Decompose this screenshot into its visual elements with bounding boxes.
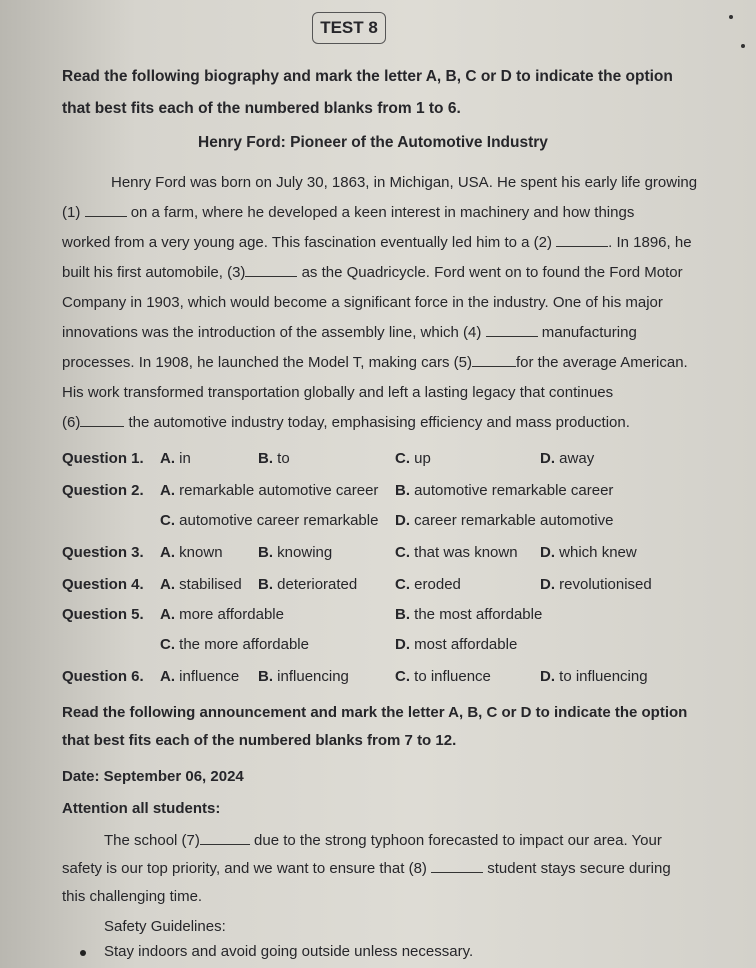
question-2-label: Question 2.: [62, 482, 144, 499]
blank-6: [80, 415, 124, 427]
q3-option-b[interactable]: B. knowing: [258, 544, 333, 561]
q1-option-a[interactable]: A. in: [160, 450, 191, 467]
q2-option-b[interactable]: B. automotive remarkable career: [395, 482, 614, 499]
announcement-line-2: [62, 860, 671, 877]
q5-option-b[interactable]: B. the most affordable: [395, 606, 543, 623]
announcement-date: Date: September 06, 2024: [62, 768, 244, 785]
guideline-bullet-1: Stay indoors and avoid going outside unless necessary.: [104, 943, 474, 960]
q4-option-a[interactable]: A. stabilised: [160, 576, 242, 593]
blank-1: [85, 205, 127, 217]
announcement-text: due to the strong typhoon forecasted to impact our area. Your: [254, 832, 662, 849]
passage-text: on a farm, where he developed a keen interest in machinery and how things: [130, 204, 635, 221]
question-4-label: Question 4.: [62, 576, 144, 593]
decorative-dot: [729, 15, 733, 19]
announcement-text: student stays secure during: [487, 860, 671, 877]
announcement-text: safety is our top priority, and we want to ensure that (8): [62, 860, 427, 877]
passage-line-5: Company in 1903, which would become a significant force in the industry. One of his major: [62, 294, 663, 311]
blank-3: [245, 265, 297, 277]
q1-option-d[interactable]: D. away: [540, 450, 595, 467]
passage-text: as the Quadricycle. Ford went on to found the Ford Motor: [301, 264, 683, 281]
q6-option-d[interactable]: D. to influencing: [540, 668, 648, 685]
blank-number-6: (6): [62, 414, 81, 431]
decorative-dot: [741, 44, 745, 48]
passage-line-8: His work transformed transportation globally and left a lasting legacy that continues: [62, 384, 614, 401]
bullet-icon: [80, 950, 86, 956]
passage-title: Henry Ford: Pioneer of the Automotive Industry: [198, 134, 548, 151]
q3-option-c[interactable]: C. that was known: [395, 544, 518, 561]
section2-instruction-line1: Read the following announcement and mark the letter A, B, C or D to indicate the option: [62, 704, 688, 721]
q3-option-a[interactable]: A. known: [160, 544, 223, 561]
question-5-label: Question 5.: [62, 606, 144, 623]
passage-line-3: [62, 234, 692, 251]
q5-option-c[interactable]: C. the more affordable: [160, 636, 309, 653]
question-3-label: Question 3.: [62, 544, 144, 561]
passage-text: innovations was the introduction of the assembly line, which (4): [62, 324, 482, 341]
q4-option-d[interactable]: D. revolutionised: [540, 576, 652, 593]
test-title: TEST 8: [312, 12, 386, 44]
passage-line-4: [62, 264, 683, 281]
section2-instruction-line2: that best fits each of the numbered blanks from 7 to 12.: [62, 732, 457, 749]
section1-instruction-line1: Read the following biography and mark the letter A, B, C or D to indicate the option: [62, 68, 673, 85]
passage-text: worked from a very young age. This fascination eventually led him to a (2): [62, 234, 552, 251]
passage-line-6: [62, 324, 637, 341]
passage-line-7: [62, 354, 688, 371]
q5-option-a[interactable]: A. more affordable: [160, 606, 284, 623]
q1-option-c[interactable]: C. up: [395, 450, 431, 467]
announcement-text: The school (7): [104, 832, 200, 849]
question-6-label: Question 6.: [62, 668, 144, 685]
q3-option-d[interactable]: D. which knew: [540, 544, 637, 561]
blank-8: [431, 861, 483, 873]
passage-line-9: [62, 414, 630, 431]
question-1-label: Question 1.: [62, 450, 144, 467]
q1-option-b[interactable]: B. to: [258, 450, 290, 467]
blank-number-1: (1): [62, 204, 81, 221]
safety-guidelines-title: Safety Guidelines:: [104, 918, 226, 935]
passage-text: for the average American.: [515, 354, 688, 371]
passage-line-1: Henry Ford was born on July 30, 1863, in Michigan, USA. He spent his early life growing: [111, 174, 698, 191]
q2-option-a[interactable]: A. remarkable automotive career: [160, 482, 379, 499]
blank-5: [472, 355, 516, 367]
passage-line-2: [62, 204, 634, 221]
announcement-line-3: this challenging time.: [62, 888, 203, 905]
q6-option-a[interactable]: A. influence: [160, 668, 240, 685]
q2-option-d[interactable]: D. career remarkable automotive: [395, 512, 614, 529]
passage-text: the automotive industry today, emphasising efficiency and mass production.: [128, 414, 630, 431]
blank-7: [200, 833, 250, 845]
passage-text: manufacturing: [541, 324, 637, 341]
announcement-attention: Attention all students:: [62, 800, 221, 817]
q2-option-c[interactable]: C. automotive career remarkable: [160, 512, 379, 529]
q4-option-b[interactable]: B. deteriorated: [258, 576, 358, 593]
q6-option-b[interactable]: B. influencing: [258, 668, 349, 685]
passage-text: . In 1896, he: [608, 234, 692, 251]
blank-4: [486, 325, 538, 337]
announcement-line-1: [104, 832, 662, 849]
q6-option-c[interactable]: C. to influence: [395, 668, 491, 685]
passage-text: processes. In 1908, he launched the Model T, making cars (5): [62, 354, 472, 371]
blank-2: [556, 235, 608, 247]
section1-instruction-line2: that best fits each of the numbered blanks from 1 to 6.: [62, 100, 461, 117]
q5-option-d[interactable]: D. most affordable: [395, 636, 518, 653]
passage-text: built his first automobile, (3): [62, 264, 246, 281]
q4-option-c[interactable]: C. eroded: [395, 576, 461, 593]
